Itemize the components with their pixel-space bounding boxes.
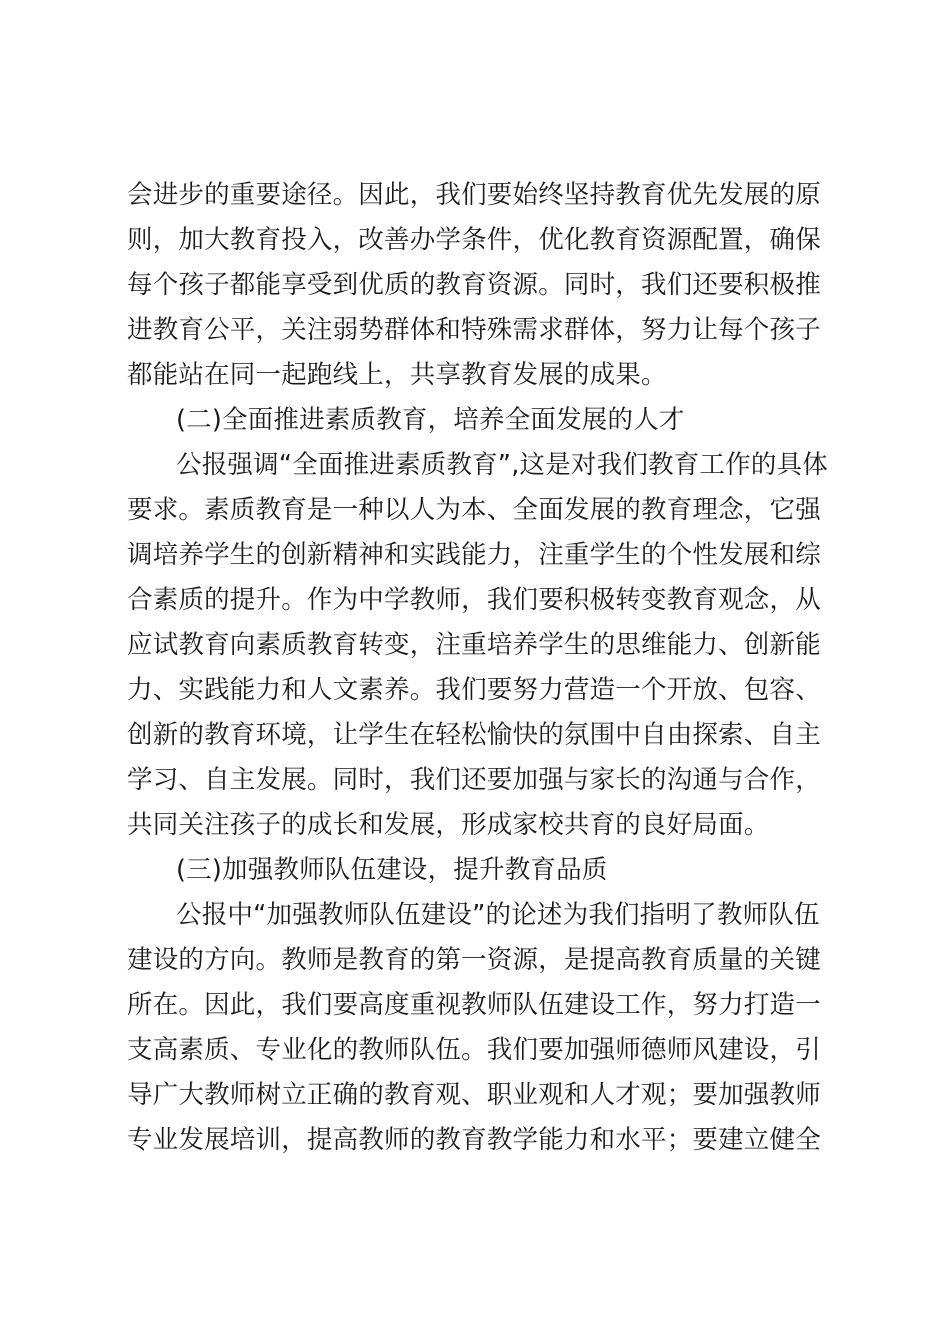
paragraph-1-line-2: 则，加大教育投入，改善办学条件，优化教育资源配置，确保 — [127, 225, 821, 255]
paragraph-2-line-3: 调培养学生的创新精神和实践能力，注重学生的个性发展和综 — [127, 540, 821, 570]
paragraph-2-line-4: 合素质的提升。作为中学教师，我们要积极转变教育观念，从 — [127, 585, 821, 615]
paragraph-2-line-6: 力、实践能力和人文素养。我们要努力营造一个开放、包容、 — [127, 675, 821, 705]
paragraph-3-line-2: 建设的方向。教师是教育的第一资源，是提高教育质量的关键 — [127, 945, 821, 975]
paragraph-3-line-4: 支高素质、专业化的教师队伍。我们要加强师德师风建设，引 — [127, 1035, 821, 1065]
section-heading-2: (二)全面推进素质教育，培养全面发展的人才 — [176, 405, 685, 435]
paragraph-2-line-7: 创新的教育环境，让学生在轻松愉快的氛围中自由探索、自主 — [127, 720, 821, 750]
paragraph-2-line-9: 共同关注孩子的成长和发展，形成家校共育的良好局面。 — [127, 810, 770, 840]
paragraph-2-line-1: 公报强调“全面推进素质教育”,这是对我们教育工作的具体 — [176, 450, 828, 480]
paragraph-1-line-4: 进教育公平，关注弱势群体和特殊需求群体，努力让每个孩子 — [127, 315, 821, 345]
paragraph-2-line-2: 要求。素质教育是一种以人为本、全面发展的教育理念，它强 — [127, 495, 821, 525]
paragraph-3-line-3: 所在。因此，我们要高度重视教师队伍建设工作，努力打造一 — [127, 990, 821, 1020]
paragraph-1-line-1: 会进步的重要途径。因此，我们要始终坚持教育优先发展的原 — [127, 180, 821, 210]
paragraph-1-line-3: 每个孩子都能享受到优质的教育资源。同时，我们还要积极推 — [127, 270, 821, 300]
paragraph-3-line-1: 公报中“加强教师队伍建设”的论述为我们指明了教师队伍 — [176, 900, 820, 930]
paragraph-1-line-5: 都能站在同一起跑线上，共享教育发展的成果。 — [127, 360, 667, 390]
paragraph-3-line-6: 专业发展培训，提高教师的教育教学能力和水平；要建立健全 — [127, 1125, 821, 1155]
paragraph-2-line-8: 学习、自主发展。同时，我们还要加强与家长的沟通与合作， — [127, 765, 821, 795]
paragraph-3-line-5: 导广大教师树立正确的教育观、职业观和人才观；要加强教师 — [127, 1080, 821, 1110]
paragraph-2-line-5: 应试教育向素质教育转变，注重培养学生的思维能力、创新能 — [127, 630, 821, 660]
section-heading-3: (三)加强教师队伍建设，提升教育品质 — [176, 855, 608, 885]
